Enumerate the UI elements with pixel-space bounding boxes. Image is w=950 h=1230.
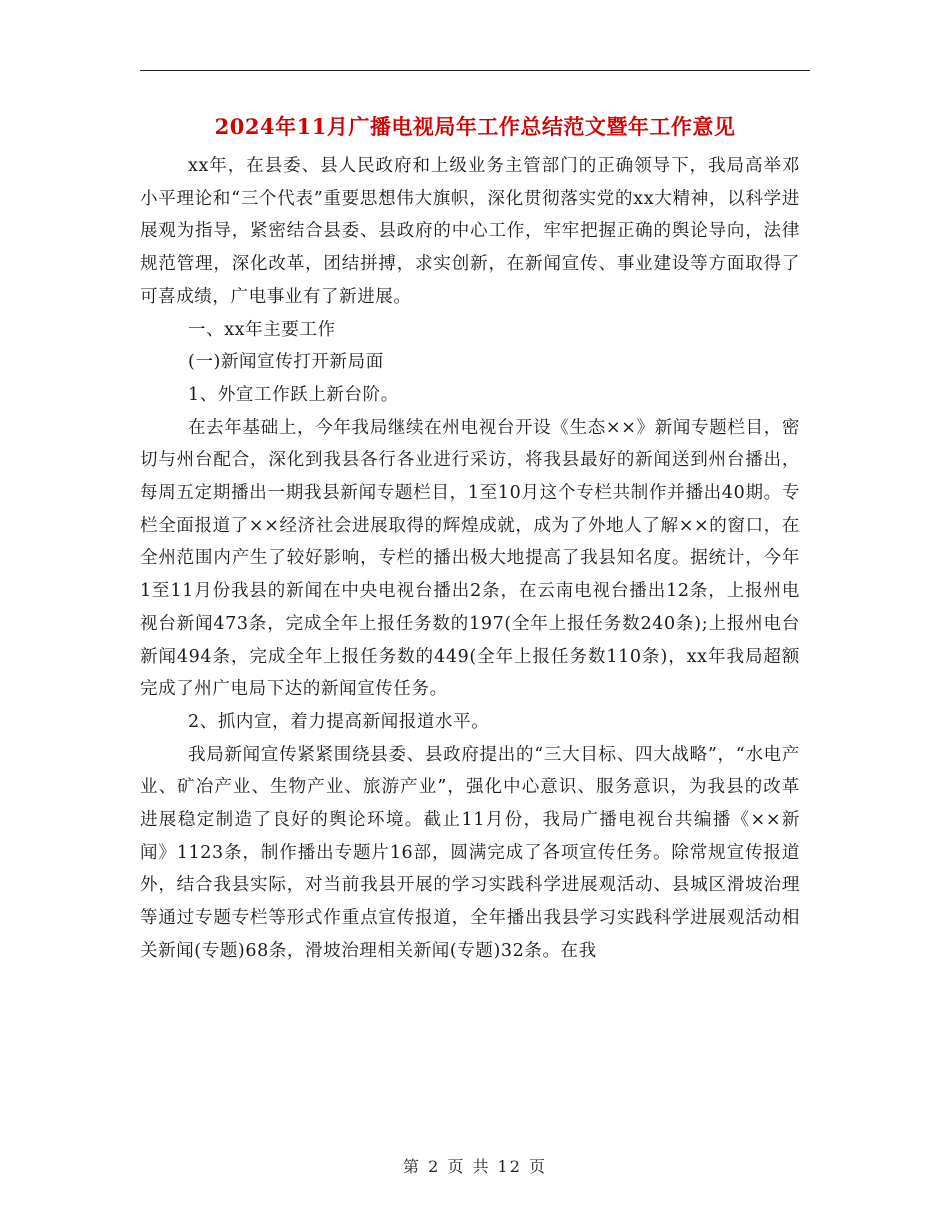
page-number-footer: 第 2 页 共 12 页: [403, 1157, 547, 1176]
header-rule: [140, 70, 810, 71]
document-body: [140, 150, 800, 968]
heading-item-2: 2、抓内宣，着力提高新闻报道水平。: [188, 711, 490, 732]
document-title: 2024年11月广播电视局年工作总结范文暨年工作意见: [214, 114, 736, 139]
paragraph-internal-publicity: 我局新闻宣传紧紧围绕县委、县政府提出的“三大目标、四大战略”，“水电产业、矿冶产业、生物产业、旅游产业”，强化中心意识、服务意识，为我县的改革进展稳定制造了良好的舆论环境。截止11月份，我局广播电视台共编播《××新闻》1123条，制作播出专题片16部，圆满完成了各项宣传任务。除常规宣传报道外，结合我县实际，对当前我县开展的学习实践科学进展观活动、县城区滑坡治理等通过专题专栏等形式作重点宣传报道，全年播出我县学习实践科学进展观活动相关新闻(专题)68条，滑坡治理相关新闻(专题)32条。在我: [140, 744, 800, 961]
heading-section-1: 一、xx年主要工作: [188, 319, 336, 340]
heading-item-1: 1、外宣工作跃上新台阶。: [188, 384, 399, 405]
paragraph-intro: xx年，在县委、县人民政府和上级业务主管部门的正确领导下，我局高举邓小平理论和“三个代表”重要思想伟大旗帜，深化贯彻落实党的xx大精神，以科学进展观为指导，紧密结合县委、县政府的中心工作，牢牢把握正确的舆论导向，法律规范管理，深化改革，团结拼搏，求实创新，在新闻宣传、事业建设等方面取得了可喜成绩，广电事业有了新进展。: [140, 156, 800, 307]
paragraph-external-publicity: 在去年基础上，今年我局继续在州电视台开设《生态××》新闻专题栏目，密切与州台配合，深化到我县各行各业进行采访，将我县最好的新闻送到州台播出，每周五定期播出一期我县新闻专题栏目，1至10月这个专栏共制作并播出40期。专栏全面报道了××经济社会进展取得的辉煌成就，成为了外地人了解××的窗口，在全州范围内产生了较好影响，专栏的播出极大地提高了我县知名度。据统计，今年1至11月份我县的新闻在中央电视台播出2条，在云南电视台播出12条，上报州电视台新闻473条，完成全年上报任务数的197(全年上报任务数240条);上报州电台新闻494条，完成全年上报任务数的449(全年上报任务数110条)，xx年我局超额完成了州广电局下达的新闻宣传任务。: [140, 417, 800, 700]
heading-subsection-1: (一)新闻宣传打开新局面: [188, 352, 384, 373]
